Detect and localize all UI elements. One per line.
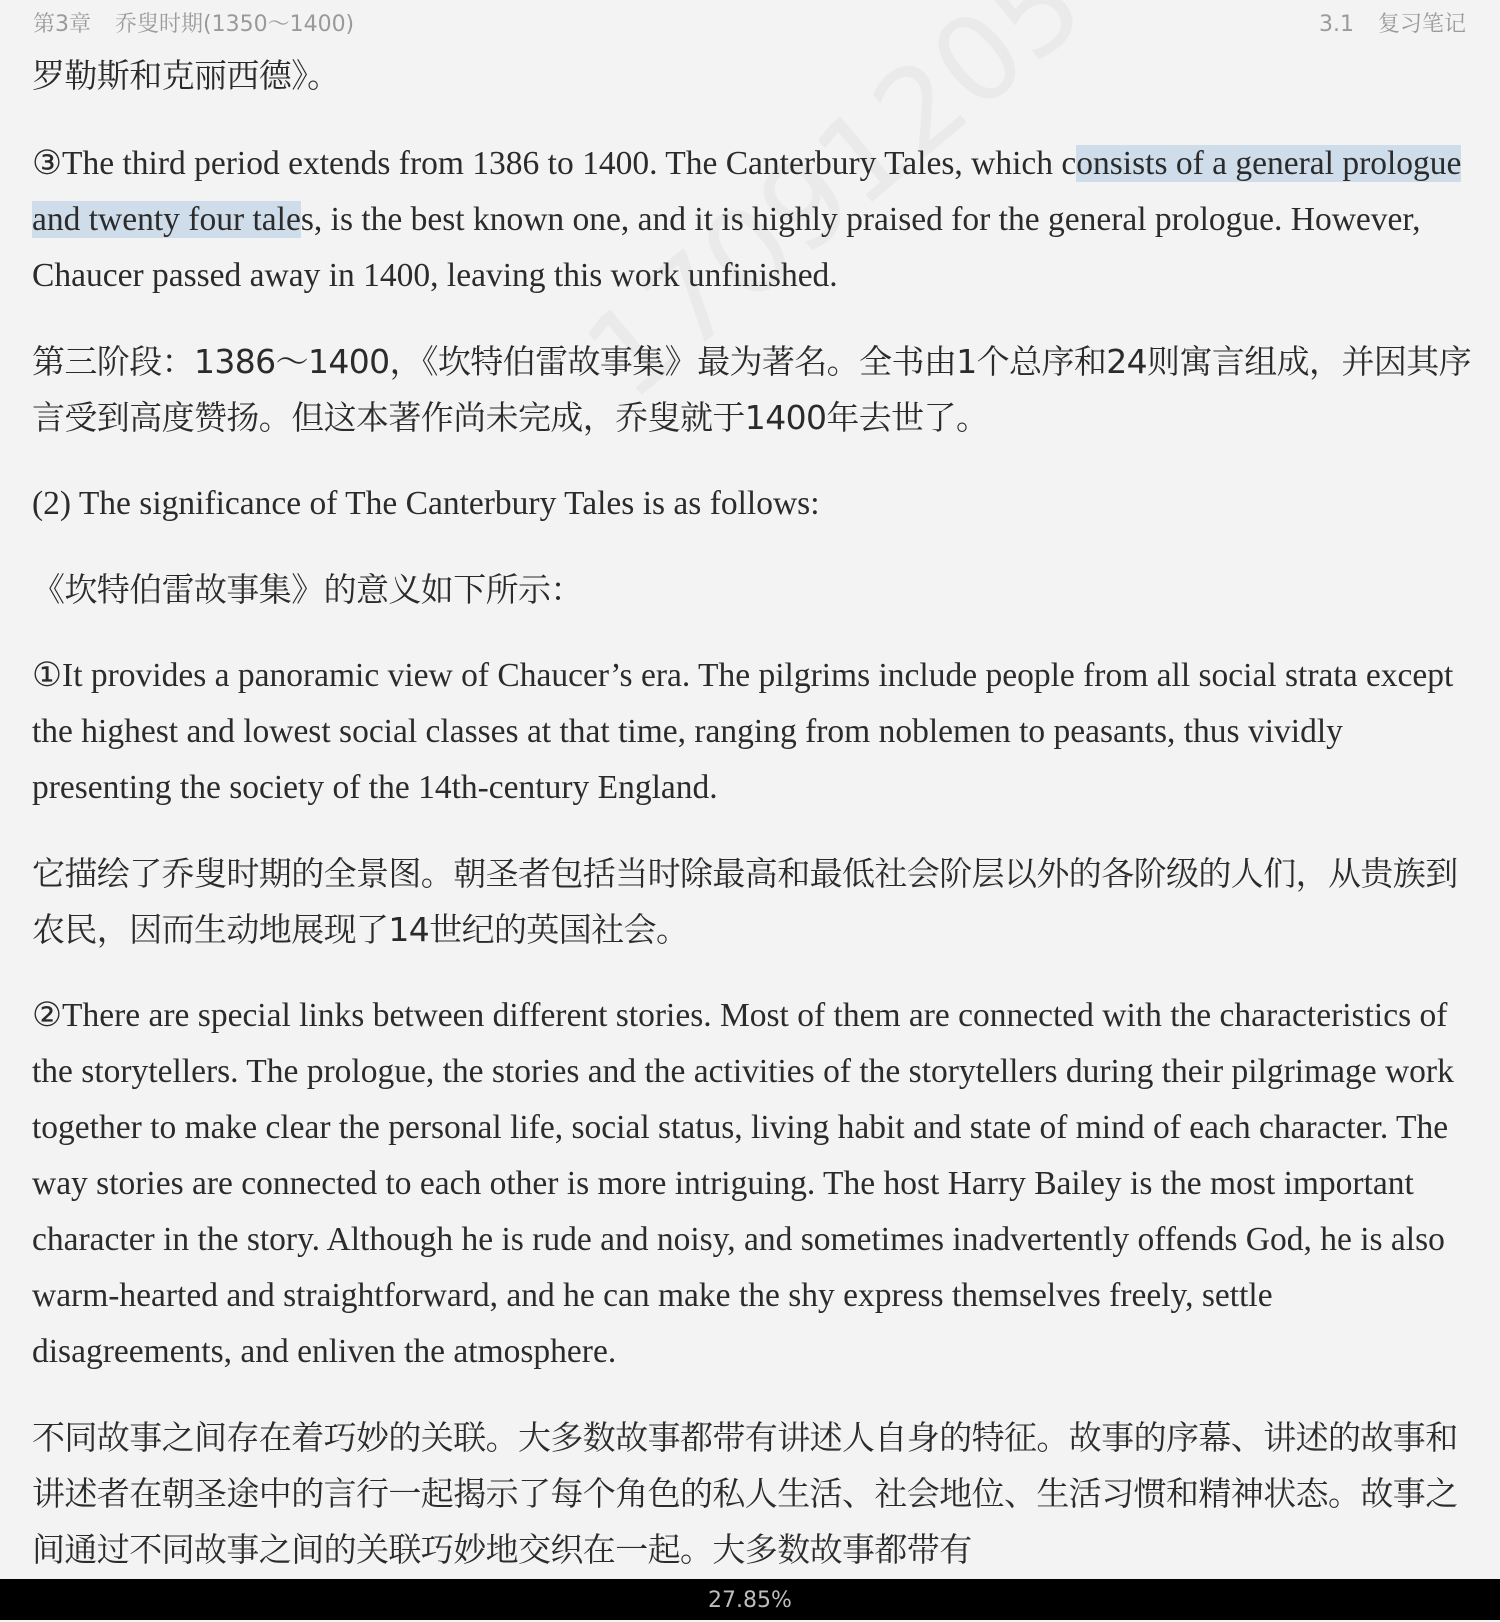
text-segment: ③The third period extends from 1386 to 1400. The Canterbury Tales, which c — [32, 145, 1077, 182]
chapter-title: 乔叟时期(1350～1400) — [115, 12, 355, 37]
chapter-number: 第3章 — [33, 12, 91, 37]
paragraph-third-period-zh: 第三阶段：1386～1400，《坎特伯雷故事集》最为著名。全书由1个总序和24则寓言组成，并因其序言受到高度赞扬。但这本著作尚未完成，乔叟就于1400年去世了。 — [32, 342, 1472, 437]
chapter-heading — [33, 7, 354, 38]
section-title: 复习笔记 — [1377, 12, 1466, 37]
highlighted-text[interactable]: onsists of a general prologue and twenty four tale — [32, 145, 1462, 238]
paragraph-point-2-zh: 不同故事之间存在着巧妙的关联。大多数故事都带有讲述人自身的特征。故事的序幕、讲述的故事和讲述者在朝圣途中的言行一起揭示了每个角色的私人生活、社会地位、生活习惯和精神状态。故事之间通过不同故事之间的关联巧妙地交织在一起。大多数故事都带有 — [32, 1418, 1458, 1569]
reading-progress-bar — [0, 1579, 1500, 1620]
paragraph-significance-heading-zh: 《坎特伯雷故事集》的意义如下所示： — [32, 570, 583, 609]
paragraph-continuation: 罗勒斯和克丽西德》。 — [32, 56, 340, 95]
section-heading — [1319, 7, 1466, 38]
progress-percent: 27.85% — [708, 1588, 792, 1613]
paragraph-point-2-en: ②There are special links between different stories. Most of them are connected with the characteristics of the storytellers. The prologue, the stories and the activities of the storytellers during their pilgrimage work together to make clear the personal life, social status, living habit and state of mind of each character. The way stories are connected to each other is more intriguing. The host Harry Bailey is the most important character in the story. Although he is rude and noisy, and sometimes inadvertently offends God, he is also warm-hearted and straightforward, and he can make the shy express themselves freely, settle disagreements, and enliven the atmosphere. — [32, 997, 1454, 1370]
paragraph-significance-heading-en: (2) The significance of The Canterbury Tales is as follows: — [32, 485, 820, 522]
reader-header — [0, 0, 1500, 40]
paragraph-point-1-en: ①It provides a panoramic view of Chaucer’s era. The pilgrims include people from all social strata except the highest and lowest social classes at that time, ranging from noblemen to peasants, thus vividly presenting the society of the 14th-century England. — [32, 657, 1454, 806]
text-segment: s, is the best known one, and it is highly praised for the general prologue. However, Chaucer passed away in 1400, leaving this work unfinished. — [32, 201, 1421, 294]
page-content — [32, 48, 1472, 1578]
section-number: 3.1 — [1318, 12, 1354, 37]
paragraph-third-period-en[interactable] — [32, 136, 1472, 304]
paragraph-point-1-zh: 它描绘了乔叟时期的全景图。朝圣者包括当时除最高和最低社会阶层以外的各阶级的人们，从贵族到农民，因而生动地展现了14世纪的英国社会。 — [32, 854, 1458, 949]
